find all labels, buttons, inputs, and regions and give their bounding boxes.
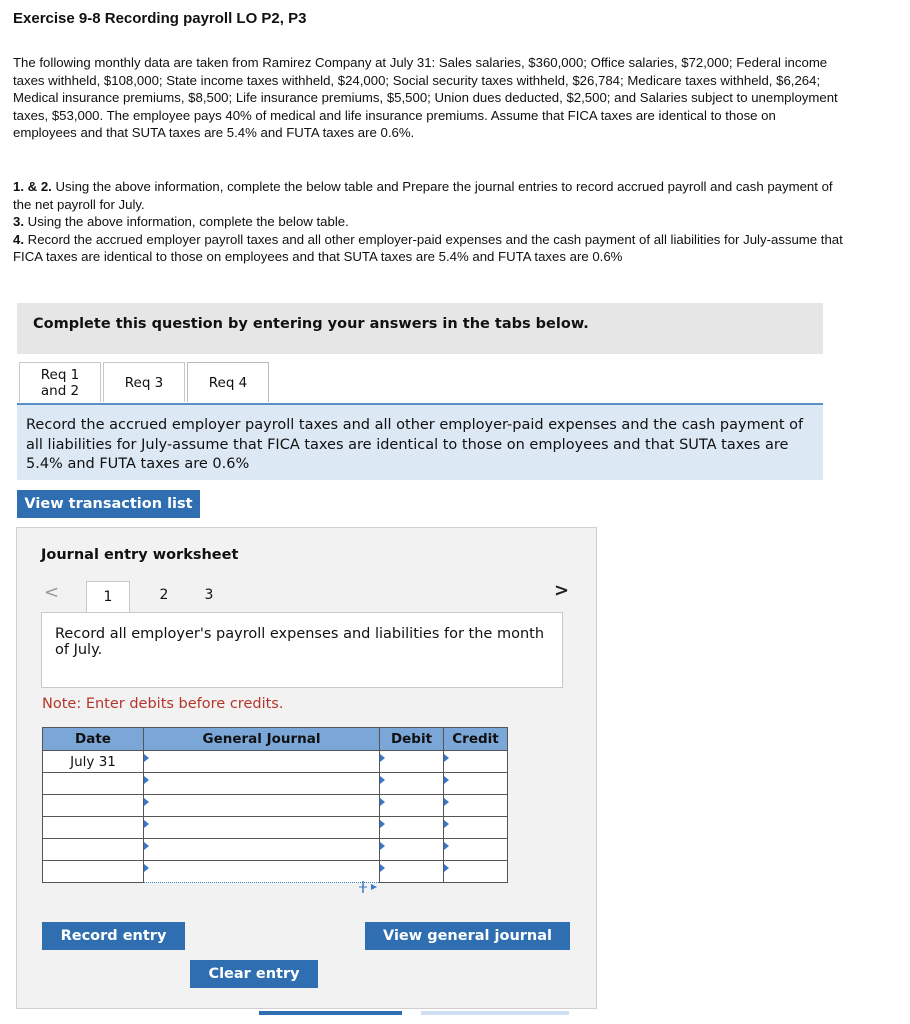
date-cell: [43, 861, 144, 883]
tab-label: Req 4: [208, 374, 248, 391]
date-cell: July 31: [43, 751, 144, 773]
account-select[interactable]: [144, 817, 380, 839]
table-row: [43, 839, 508, 861]
account-select[interactable]: [144, 751, 380, 773]
debit-input[interactable]: [380, 861, 444, 883]
credit-input[interactable]: [444, 861, 508, 883]
text-cursor-icon: [358, 880, 384, 894]
credit-input[interactable]: [444, 795, 508, 817]
tab-req-3[interactable]: [103, 362, 185, 402]
requirements-list: [13, 178, 843, 266]
scroll-edge-indicator: [259, 1011, 402, 1015]
view-transaction-list-button[interactable]: View transaction list: [17, 490, 200, 518]
debit-input[interactable]: [380, 795, 444, 817]
credit-input[interactable]: [444, 751, 508, 773]
account-select[interactable]: [144, 795, 380, 817]
date-column-header: Date: [43, 728, 144, 751]
credit-input[interactable]: [444, 773, 508, 795]
account-select[interactable]: [144, 861, 380, 883]
date-cell: [43, 839, 144, 861]
journal-column-header: General Journal: [144, 728, 380, 751]
journal-table: [42, 727, 508, 883]
debit-input[interactable]: [380, 751, 444, 773]
entry-page-2[interactable]: 2: [159, 587, 169, 603]
table-row: [43, 817, 508, 839]
tab-label: Req 3: [124, 374, 164, 391]
table-row: [43, 773, 508, 795]
credit-input[interactable]: [444, 839, 508, 861]
view-general-journal-button[interactable]: View general journal: [365, 922, 570, 950]
intro-text: The following monthly data are taken from Ramirez Company at July 31: Sales salaries, $360,000; Office salaries, $72,000; Federal income taxes withheld, $108,000; State income taxes withheld, $24,000; Social security taxes withheld, $26,784; Medicare taxes withheld, $6,264; Medical insurance premiums, $8,500; Life insurance premiums, $5,500; Union dues deducted, $2,500; and Salaries subject to unemployment taxes, $53,000. The employee pays 40% of medical and life insurance premiums. Assume that FICA taxes are identical to those on employees and that SUTA taxes are 5.4% and FUTA taxes are 0.6%.: [13, 55, 838, 141]
entry-page-1[interactable]: 1: [86, 581, 130, 612]
entry-note: Note: Enter debits before credits.: [42, 696, 284, 712]
requirement-text: Using the above information, complete the below table.: [27, 214, 349, 230]
entry-description: Record all employer's payroll expenses and liabilities for the month of July.: [41, 612, 563, 688]
tab-label: Req 1: [40, 366, 80, 383]
account-select[interactable]: [144, 839, 380, 861]
entry-page-3[interactable]: 3: [204, 587, 214, 603]
table-row: [43, 751, 508, 773]
next-entry-icon[interactable]: >: [554, 580, 570, 601]
clear-entry-button[interactable]: Clear entry: [190, 960, 318, 988]
requirement-text: Record the accrued employer payroll taxes and all other employer-paid expenses and the cash payment of all liabilities for July-assume that FICA taxes are identical to those on employees and that SUTA taxes are 5.4% and FUTA taxes are 0.6%: [13, 231, 843, 265]
requirement-number: 3.: [13, 214, 24, 230]
requirement-text: Using the above information, complete the below table and Prepare the journal entries to record accrued payroll and cash payment of the net payroll for July.: [13, 179, 833, 212]
debit-input[interactable]: [380, 773, 444, 795]
tab-req-1-and-2[interactable]: [19, 362, 101, 402]
exercise-title: Exercise 9-8 Recording payroll LO P2, P3: [13, 10, 307, 27]
debit-input[interactable]: [380, 839, 444, 861]
record-entry-button[interactable]: Record entry: [42, 922, 185, 950]
debit-column-header: Debit: [380, 728, 444, 751]
debit-input[interactable]: [380, 817, 444, 839]
date-cell: [43, 795, 144, 817]
credit-input[interactable]: [444, 817, 508, 839]
requirement-number: 1. & 2.: [13, 179, 52, 194]
credit-column-header: Credit: [444, 728, 508, 751]
requirement-1-2: [13, 178, 843, 213]
date-cell: [43, 817, 144, 839]
intro-paragraph: [13, 54, 843, 142]
tabs-banner: Complete this question by entering your answers in the tabs below.: [17, 303, 823, 354]
table-row: [43, 861, 508, 883]
table-row: [43, 795, 508, 817]
scroll-edge-indicator: [421, 1011, 569, 1015]
tab-label: and 2: [40, 382, 80, 399]
requirement-instruction: Record the accrued employer payroll taxes and all other employer-paid expenses and the cash payment of all liabilities for July-assume that FICA taxes are identical to those on employees and that SUTA taxes are 5.4% and FUTA taxes are 0.6%: [17, 403, 823, 480]
worksheet-title: Journal entry worksheet: [41, 547, 239, 563]
tab-req-4[interactable]: [187, 362, 269, 402]
requirement-4: [13, 231, 843, 266]
account-select[interactable]: [144, 773, 380, 795]
date-cell: [43, 773, 144, 795]
requirement-number: 4.: [13, 231, 24, 247]
prev-entry-icon[interactable]: <: [44, 582, 60, 603]
requirement-3: [13, 213, 843, 231]
